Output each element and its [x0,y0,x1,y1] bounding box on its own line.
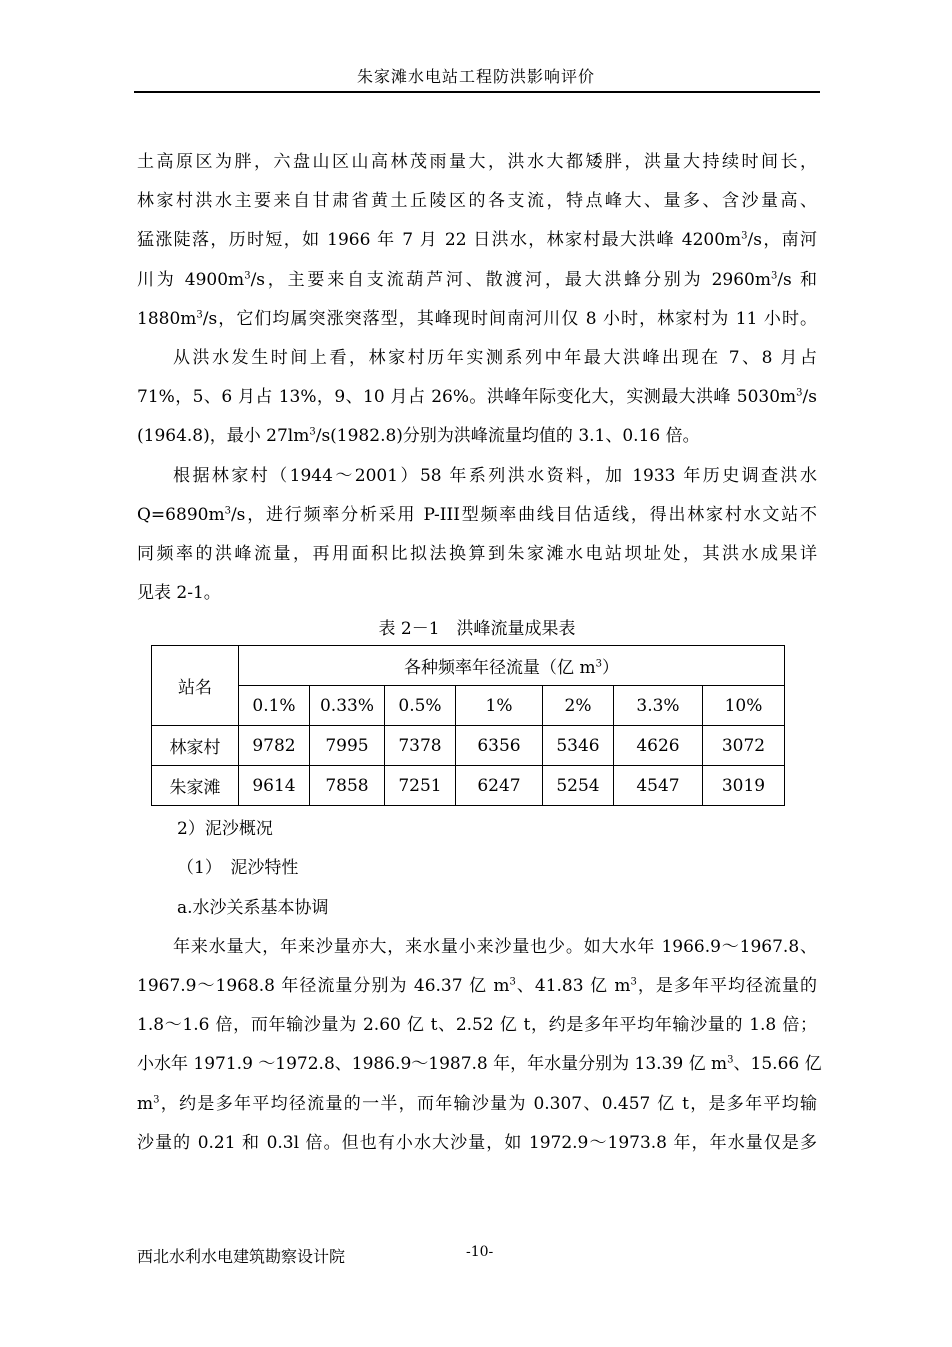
para3-line3: 同频率的洪峰流量，再用面积比拟法换算到朱家滩水电站坝址处，其洪水成果详 [137,543,817,564]
sediment-section [137,806,822,1163]
superscript: 3 [509,976,516,988]
page-number: -10- [466,1244,494,1260]
para4-line3: 1.8～1.6 倍，而年输沙量为 2.60 亿 t、2.52 亿 t，约是多年平均年输沙量的 1.8 倍； [137,1015,817,1036]
value-cell: 9782 [239,726,310,766]
value-cell: 7995 [310,726,385,766]
para1-line2: 林家村洪水主要来自甘肃省黄土丘陵区的各支流，特点峰大、量多、含沙量高、 [137,191,817,212]
superscript: 3 [309,426,316,438]
text-run: ，约是多年平均径流量的一半，而年输沙量为 0.307、0.457 亿 t，是多年平均输 [159,1093,817,1114]
text-run: Q=6890m [137,504,225,525]
text-run: /s(1982.8)分别为洪峰流量均值的 3.1、0.16 倍。 [315,426,700,447]
value-cell: 7378 [385,726,456,766]
text-run: 小水年 1971.9 ～1972.8、1986.9～1987.8 年，年水量分别为 13.39 亿 m [137,1054,728,1075]
text-run: /s，它们均属突涨突落型，其峰现时间南河川仅 8 小时，林家村为 11 小时。 [202,308,817,329]
station-header-cell: 站名 [152,646,239,726]
value-cell: 5254 [543,766,614,806]
value-cell: 3019 [703,766,785,806]
para1-line1: 土高原区为胖，六盘山区山高林茂雨量大，洪水大都矮胖，洪量大持续时间长， [137,152,817,172]
para2-line2 [137,378,817,417]
text-run: 川为 4900m [137,269,245,290]
text-run: 、41.83 亿 m [515,976,631,996]
text-run: 、15.66 亿 [733,1054,822,1075]
freq-cell: 0.33% [310,686,385,726]
freq-cell: 10% [703,686,785,726]
text-run: /s，南河 [747,230,818,251]
freq-cell: 0.1% [239,686,310,726]
value-cell: 3072 [703,726,785,766]
superscript: 3 [595,658,602,670]
para4-line2 [137,967,817,1006]
text-run: 71%，5、6 月占 13%，9、10 月占 26%。洪峰年际变化大，实测最大洪峰 5030m [137,387,797,408]
section-heading-sediment: 2）泥沙概况 [177,819,273,840]
value-cell: 6247 [456,766,543,806]
freq-cell: 3.3% [614,686,703,726]
subsection-heading-water-sand: a.水沙关系基本协调 [177,897,329,918]
page-body [137,143,822,1163]
para4-line4 [137,1045,822,1084]
freq-cell: 2% [543,686,614,726]
station-cell: 朱家滩 [152,766,239,806]
table-row [152,726,785,766]
table-row [152,766,785,806]
value-cell: 4547 [614,766,703,806]
para4-line1: 年来水量大，年来沙量亦大，来水量小来沙量也少。如大水年 1966.9～1967.8、 [173,936,817,957]
para3-line2 [137,496,817,535]
freq-cell: 0.5% [385,686,456,726]
value-cell: 9614 [239,766,310,806]
table-header-row [152,646,785,686]
para2-line1: 从洪水发生时间上看，林家村历年实测系列中年最大洪峰出现在 7、8 月占 [173,347,817,368]
frequency-group-header [239,646,785,686]
value-cell: 5346 [543,726,614,766]
superscript: 3 [796,387,803,399]
header-rule [134,91,820,93]
superscript: 3 [741,230,748,242]
superscript: 3 [244,269,251,281]
value-cell: 6356 [456,726,543,766]
text-run: 1880m [137,308,197,329]
superscript: 3 [727,1054,734,1066]
superscript: 3 [224,505,231,517]
subsection-heading-characteristics: （1） 泥沙特性 [177,858,299,879]
text-run: ，是多年平均径流量的 [636,976,817,996]
para3-line4: 见表 2-1。 [137,583,221,604]
text-run: 1967.9～1968.8 年径流量分别为 46.37 亿 m [137,976,510,996]
superscript: 3 [196,309,203,321]
para2-line3 [137,417,817,456]
value-cell: 7858 [310,766,385,806]
flood-peak-table [151,645,785,806]
para3-line1: 根据林家村（1944～2001）58 年系列洪水资料，加 1933 年历史调查洪水 [173,465,817,486]
text-run: /s [802,387,817,408]
frequency-row [152,686,785,726]
running-header-title: 朱家滩水电站工程防洪影响评价 [356,67,595,86]
para1-line5 [137,300,817,339]
value-cell: 4626 [614,726,703,766]
para1-line4 [137,261,817,300]
text-run: 各种频率年径流量（亿 m [404,658,596,679]
superscript: 3 [153,1093,160,1105]
value-cell: 7251 [385,766,456,806]
freq-cell: 1% [456,686,543,726]
text-run: m [137,1093,154,1114]
station-cell: 林家村 [152,726,239,766]
para4-line5 [137,1085,817,1124]
text-run: (1964.8)，最小 27lm [137,426,310,447]
text-run: /s 和 [777,269,817,290]
table-caption: 表 2－1 洪峰流量成果表 [378,619,576,640]
text-run: 猛涨陡落，历时短，如 1966 年 7 月 22 日洪水，林家村最大洪峰 4200m [137,230,742,251]
text-run: /s，主要来自支流葫芦河、散渡河，最大洪蜂分别为 2960m [250,269,771,290]
para4-line6: 沙量的 0.21 和 0.3l 倍。但也有小水大沙量，如 1972.9～1973.8 年，年水量仅是多 [137,1132,817,1153]
superscript: 3 [630,976,637,988]
text-run: ） [601,658,619,679]
footer-organization: 西北水利水电建筑勘察设计院 [137,1247,346,1266]
para1-line3 [137,221,817,260]
text-run: /s，进行频率分析采用 P-III型频率曲线目估适线，得出林家村水文站不 [230,504,817,525]
superscript: 3 [770,269,778,281]
